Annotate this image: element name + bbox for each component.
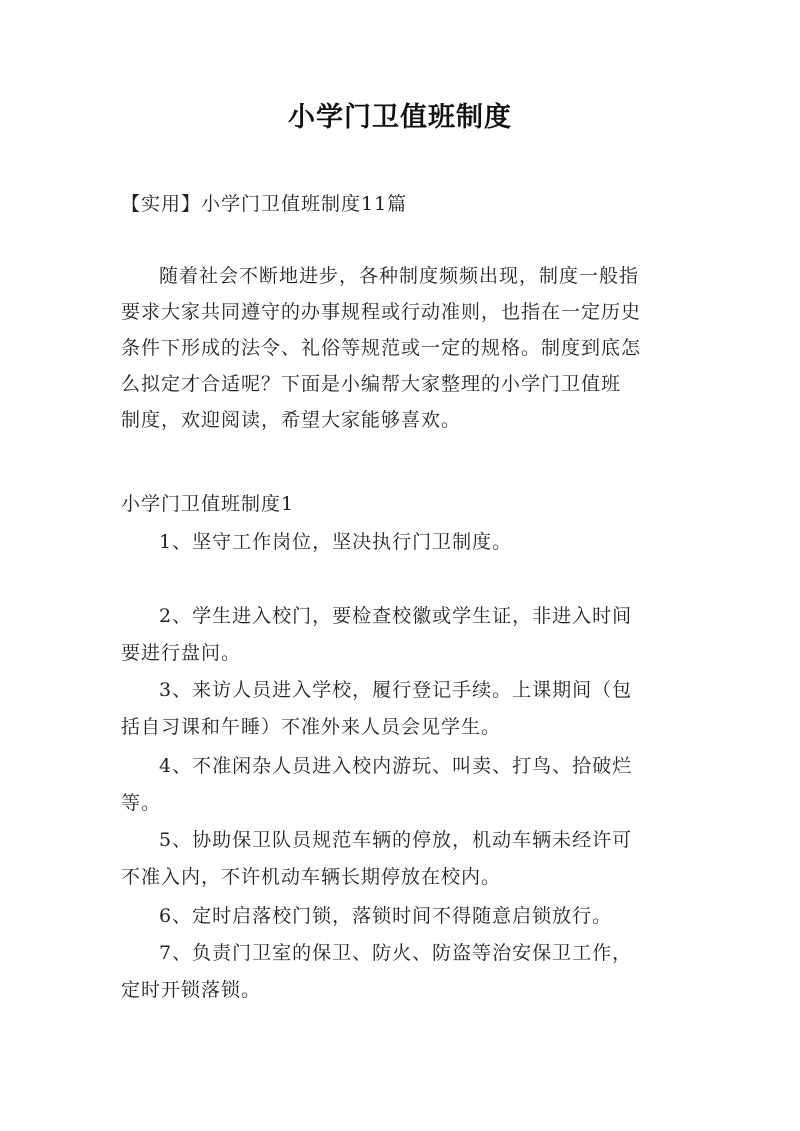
rule-item-line: 7、负责门卫室的保卫、防火、防盗等治安保卫工作，: [159, 942, 633, 964]
intro-line: 制度，欢迎阅读，希望大家能够喜欢。: [121, 409, 462, 431]
intro-line: 么拟定才合适呢？下面是小编帮大家整理的小学门卫值班: [121, 373, 622, 395]
intro-line: 要求大家共同遵守的办事规程或行动准则，也指在一定历史: [121, 301, 642, 323]
rule-item-line: 要进行盘问。: [121, 642, 242, 664]
rule-item-line: 5、协助保卫队员规范车辆的停放，机动车辆未经许可: [159, 829, 633, 851]
intro-line: 条件下形成的法令、礼俗等规范或一定的规格。制度到底怎: [121, 337, 642, 359]
rule-item-line: 1、坚守工作岗位，坚决执行门卫制度。: [159, 531, 513, 553]
section-heading: 小学门卫值班制度1: [121, 493, 295, 515]
rule-item-line: 不准入内，不许机动车辆长期停放在校内。: [121, 866, 502, 888]
rule-item-line: 4、不准闲杂人员进入校内游玩、叫卖、打鸟、拾破烂: [159, 755, 633, 777]
rule-item-line: 3、来访人员进入学校，履行登记手续。上课期间（包: [159, 679, 633, 701]
document-subtitle: 【实用】小学门卫值班制度11篇: [121, 193, 408, 215]
intro-line: 随着社会不断地进步，各种制度频频出现，制度一般指: [159, 265, 640, 287]
rule-item-line: 等。: [121, 792, 162, 814]
rule-item-line: 6、定时启落校门锁，落锁时间不得随意启锁放行。: [159, 905, 613, 927]
rule-item-line: 括自习课和午睡）不准外来人员会见学生。: [121, 716, 502, 738]
rule-item-line: 2、学生进入校门，要检查校徽或学生证，非进入时间: [159, 605, 633, 627]
document-title: 小学门卫值班制度: [288, 102, 512, 133]
rule-item-line: 定时开锁落锁。: [121, 979, 262, 1001]
